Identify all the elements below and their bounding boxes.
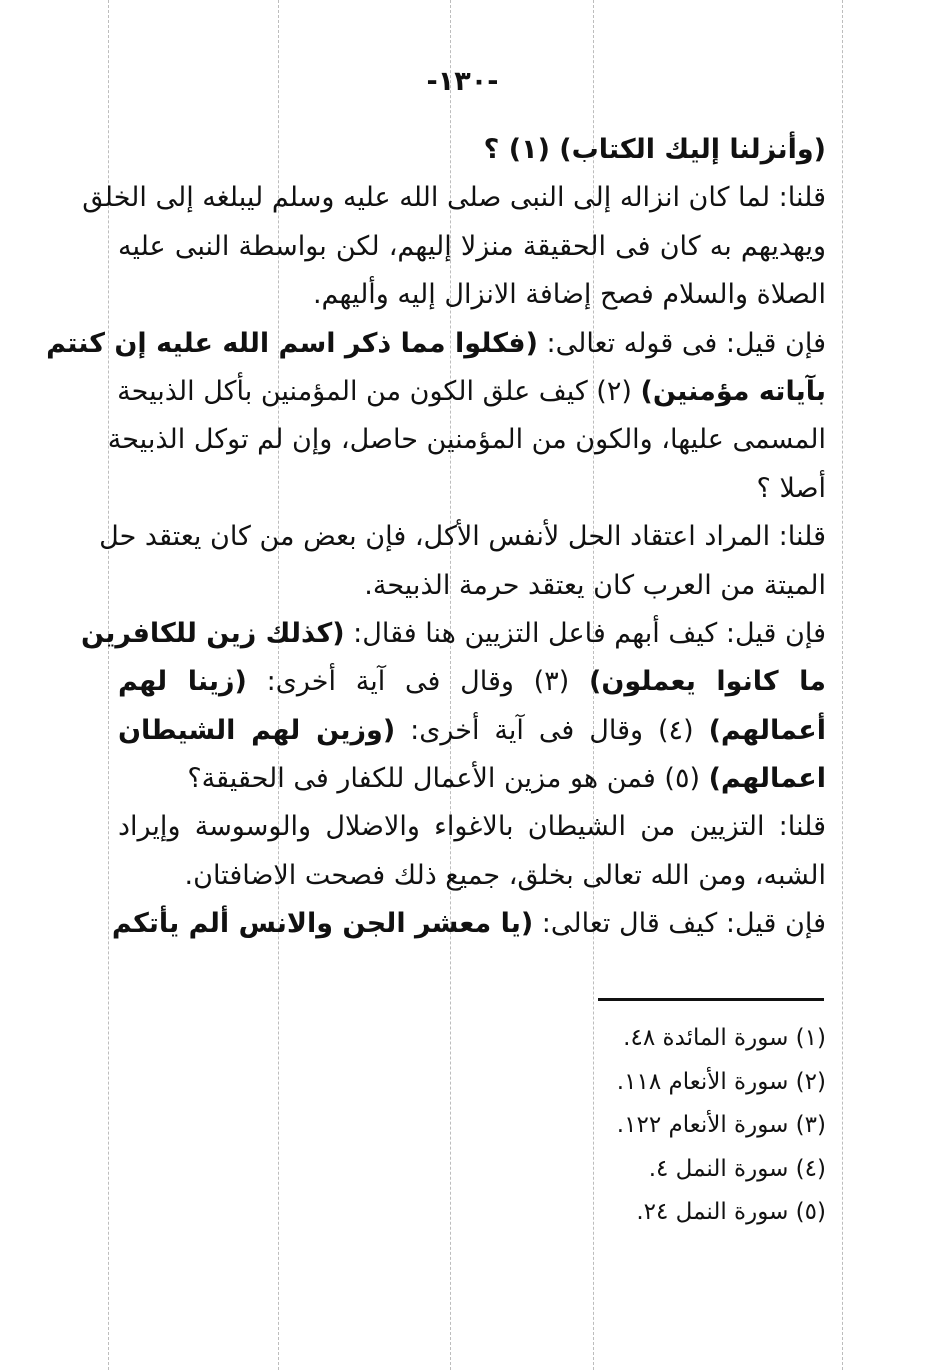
body-text <box>46 126 826 949</box>
text-line <box>118 803 826 851</box>
text-line <box>118 852 826 900</box>
text-run: قلنا: المراد اعتقاد الحل لأنفس الأكل، فإن بعض من كان يعتقد حل <box>99 521 826 553</box>
text-run: قلنا: التزيين من الشيطان بالاغواء والاضلال والوسوسة وإيراد <box>118 811 826 843</box>
text-line <box>46 320 826 368</box>
quranic-quote: أعمالهم) <box>708 714 826 746</box>
text-run: فإن قيل: كيف قال تعالى: <box>533 908 826 940</box>
text-run: (٥) فمن هو مزين الأعمال للكفار فى الحقيقة؟ <box>187 763 709 795</box>
text-line <box>111 900 826 948</box>
text-line <box>118 271 826 319</box>
footnotes <box>400 1017 826 1235</box>
footnote-item: (٥) سورة النمل ٢٤. <box>636 1199 826 1225</box>
quranic-quote: ما كانوا يعملون) <box>589 666 826 698</box>
text-line <box>118 368 826 416</box>
text-run: (٤) وقال فى آية أخرى: <box>395 714 709 746</box>
text-line <box>118 465 826 513</box>
text-run: فإن قيل: كيف أبهم فاعل التزيين هنا فقال: <box>344 617 826 649</box>
text-run: الصلاة والسلام فصح إضافة الانزال إليه وأليهم. <box>312 279 826 311</box>
text-line <box>118 658 826 706</box>
text-line <box>118 562 826 610</box>
text-run: ويهديهم به كان فى الحقيقة منزلا إليهم، لكن بواسطة النبى عليه <box>118 230 826 262</box>
footnote-item: (٤) سورة النمل ٤. <box>648 1155 826 1182</box>
quranic-quote: (فكلوا مما ذكر اسم الله عليه إن كنتم <box>46 327 538 359</box>
text-run: الميتة من العرب كان يعتقد حرمة الذبيحة. <box>364 569 826 601</box>
text-line <box>107 416 826 464</box>
quranic-quote: (يا معشر الجن والانس ألم يأتكم <box>111 908 534 940</box>
text-line <box>82 174 826 222</box>
quranic-quote: بآياته مؤمنين) <box>640 375 826 407</box>
footnote-item: (٢) سورة الأنعام ١١٨. <box>616 1068 826 1095</box>
quranic-quote: (وأنزلنا إليك الكتاب) (١) ؟ <box>483 134 826 165</box>
quranic-quote: (وزين لهم الشيطان <box>118 714 396 746</box>
text-run: فإن قيل: فى قوله تعالى: <box>537 327 826 359</box>
footnote-divider <box>598 998 824 1001</box>
text-line <box>118 707 826 755</box>
text-line <box>99 513 826 561</box>
text-line <box>118 755 826 803</box>
text-run: الشبه، ومن الله تعالى بخلق، جميع ذلك فصحت الاضافتان. <box>184 859 826 891</box>
scan-guide-line <box>842 0 843 1370</box>
text-run: قلنا: لما كان انزاله إلى النبى صلى الله عليه وسلم ليبلغه إلى الخلق <box>82 182 826 214</box>
text-run: أصلا ؟ <box>756 472 826 504</box>
quranic-quote: (كذلك زين للكافرين <box>80 617 345 649</box>
quranic-quote: (زينا لهم <box>118 666 247 698</box>
footnote-item: (٣) سورة الأنعام ١٢٢. <box>616 1112 826 1138</box>
text-line <box>118 223 826 271</box>
text-run: المسمى عليها، والكون من المؤمنين حاصل، وإن لم توكل الذبيحة <box>107 424 826 456</box>
text-line <box>118 126 826 174</box>
text-line <box>80 610 826 658</box>
quranic-quote: اعمالهم) <box>708 763 826 795</box>
page-number: -١٣٠- <box>426 66 499 97</box>
text-run: (٣) وقال فى آية أخرى: <box>246 666 590 698</box>
footnote-item: (١) سورة المائدة ٤٨. <box>623 1025 826 1051</box>
text-run: (٢) كيف علق الكون من المؤمنين بأكل الذبيحة <box>117 375 641 407</box>
